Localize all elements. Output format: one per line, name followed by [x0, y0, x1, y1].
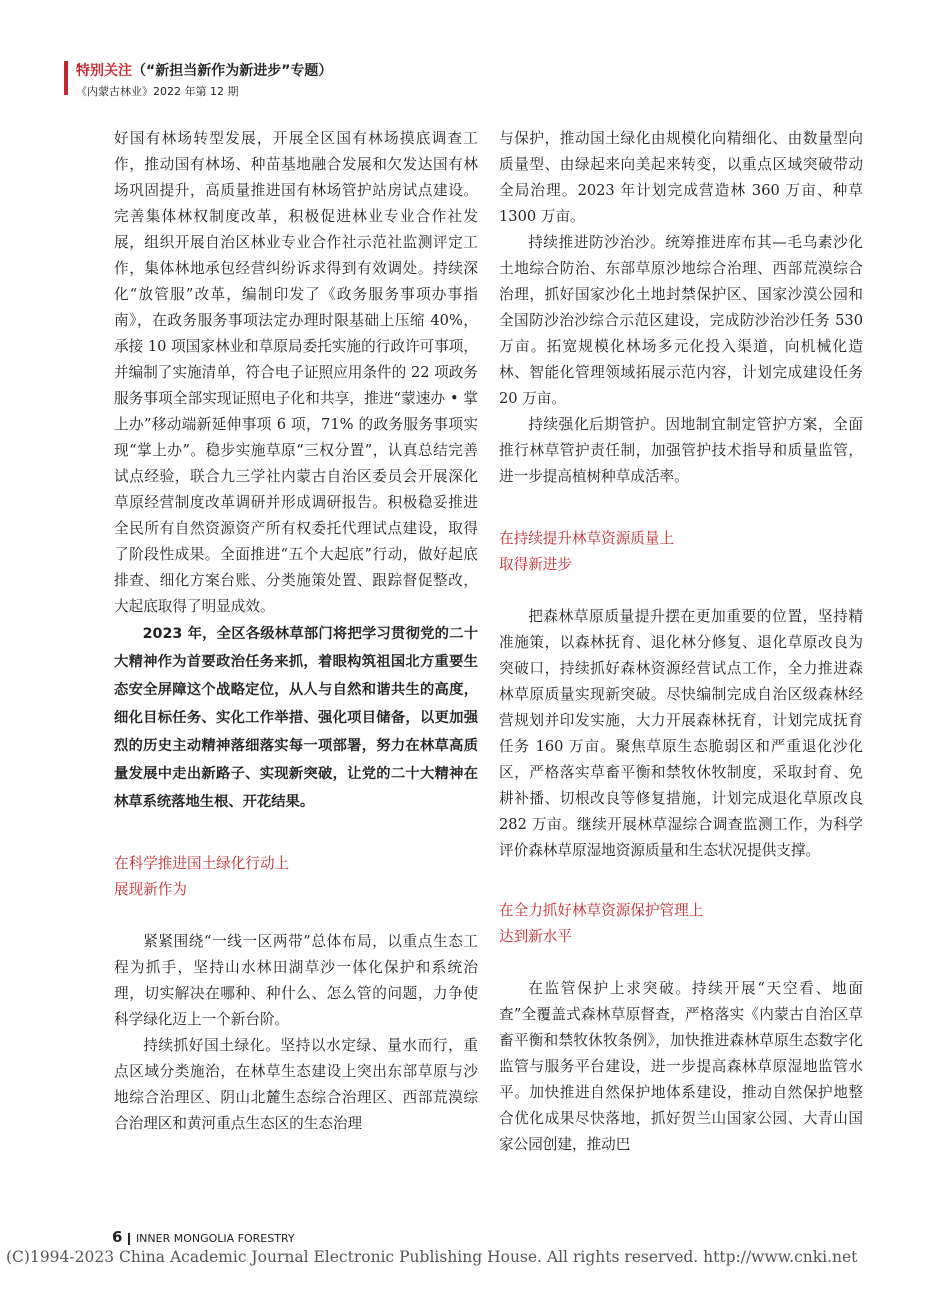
- section-heading-line: 达到新水平: [499, 928, 572, 945]
- paragraph: 紧紧围绕“一线一区两带”总体布局，以重点生态工程为抓手，坚持山水林田湖草沙一体化保护和系统治理，切实解决在哪种、种什么、怎么管的问题，力争使科学绿化迈上一个新台阶。: [114, 933, 478, 1028]
- paragraph: 持续抓好国土绿化。坚持以水定绿、量水而行，重点区域分类施治，在林草生态建设上突出东部草原与沙地综合治理区、阴山北麓生态综合治理区、西部荒漠综合治理区和黄河重点生态区的生态治理: [114, 1037, 478, 1132]
- paragraph: 2023 年，全区各级林草部门将把学习贯彻党的二十大精神作为首要政治任务来抓，着眼构筑祖国北方重要生态安全屏障这个战略定位，从人与自然和谐共生的高度，细化目标任务、实化工作举措、强化项目储备，以更加强烈的历史主动精神落细落实每一项部署，努力在林草高质量发展中走出新路子、实现新突破，让党的二十大精神在林草系统落地生根、开花结果。: [114, 626, 478, 810]
- section-heading-line: 取得新进步: [499, 556, 572, 573]
- page-header: [76, 60, 332, 99]
- paragraph: 与保护，推动国土绿化由规模化向精细化、由数量型向质量型、由绿起来向美起来转变，以重点区域突破带动全局治理。2023 年计划完成营造林 360 万亩、种草 1300 万亩。: [499, 130, 863, 225]
- left-column: [114, 126, 478, 1137]
- header-title-line: [76, 60, 332, 80]
- section-heading-line: 在全力抓好林草资源保护管理上: [499, 902, 704, 919]
- column-name: 特别关注: [76, 63, 132, 79]
- paragraph: 好国有林场转型发展，开展全区国有林场摸底调查工作，推动国有林场、种苗基地融合发展和欠发达国有林场巩固提升，高质量推进国有林场管护站房试点建设。完善集体林权制度改革，积极促进林业专业合作社发展，组织开展自治区林业专业合作社示范社监测评定工作，集体林地承包经营纠纷诉求得到有效调处。持续深化“放管服”改革，编制印发了《政务服务事项办事指南》，在政务服务事项法定办理时限基础上压缩 40%，承接 10 项国家林业和草原局委托实施的行政许可事项，并编制了实施清单，符合电子证照应用条件的 22 项政务服务事项全部实现证照电子化和共享，推进“蒙速办 • 掌上办”移动端新延伸事项 6 项，71% 的政务服务事项实现“掌上办”。稳步实施草原“三权分置”，认真总结完善试点经验，联合九三学社内蒙古自治区委员会开展深化草原经营制度改革调研并形成调研报告。积极稳妥推进全民所有自然资源资产所有权委托代理试点建设，取得了阶段性成果。全面推进“五个大起底”行动，做好起底排查、细化方案台账、分类施策处置、跟踪督促整改，大起底取得了明显成效。: [114, 130, 478, 615]
- paragraph: 在监管保护上求突破。持续开展“天空看、地面查”全覆盖式森林草原督查，严格落实《内蒙古自治区草畜平衡和禁牧休牧条例》，加快推进森林草原生态数字化监管与服务平台建设，进一步提高森林草原湿地监管水平。加快推进自然保护地体系建设，推动自然保护地整合优化成果尽快落地，抓好贺兰山国家公园、大青山国家公园创建，推动巴: [499, 980, 863, 1153]
- paragraph: 把森林草原质量提升摆在更加重要的位置，坚持精准施策，以森林抚育、退化林分修复、退化草原改良为突破口，持续抓好森林资源经营试点工作，全力推进森林草原质量实现新突破。尽快编制完成自治区级森林经营规划并印发实施，大力开展森林抚育，计划完成抚育任务 160 万亩。聚焦草原生态脆弱区和严重退化沙化区，严格落实草畜平衡和禁牧休牧制度，采取封育、免耕补播、切根改良等修复措施，计划完成退化草原改良 282 万亩。继续开展林草湿综合调查监测工作，为科学评价森林草原湿地资源质量和生态状况提供支撑。: [499, 608, 863, 859]
- copyright-notice: (C)1994-2023 China Academic Journal Electronic Publishing House. All rights reserved. http://www.cnki.net: [6, 1248, 858, 1266]
- bold-paragraph-block: [114, 620, 478, 816]
- header-accent-bar: [64, 61, 68, 95]
- footer-divider: [128, 1233, 130, 1245]
- section-heading-line: 在科学推进国土绿化行动上: [114, 855, 290, 872]
- journal-name: INNER MONGOLIA FORESTRY: [135, 1232, 295, 1245]
- paragraph: 持续推进防沙治沙。统筹推进库布其—毛乌素沙化土地综合防治、东部草原沙地综合治理、西部荒漠综合治理，抓好国家沙化土地封禁保护区、国家沙漠公园和全国防沙治沙综合示范区建设，完成防沙治沙任务 530 万亩。拓宽规模化林场多元化投入渠道，向机械化造林、智能化管理领域拓展示范内容，计划完成建设任务 20 万亩。: [499, 234, 863, 407]
- page-number: 6: [112, 1228, 123, 1246]
- section-heading-line: 在持续提升林草资源质量上: [499, 530, 675, 547]
- page-footer: [112, 1228, 295, 1246]
- right-column: [499, 126, 863, 1158]
- section-heading-line: 展现新作为: [114, 881, 187, 898]
- topic-name: （“新担当新作为新进步”专题）: [132, 63, 333, 79]
- issue-info: 《内蒙古林业》2022 年第 12 期: [76, 85, 239, 98]
- paragraph: 持续强化后期管护。因地制宜制定管护方案，全面推行林草管护责任制，加强管护技术指导和质量监管，进一步提高植树种草成活率。: [499, 416, 863, 485]
